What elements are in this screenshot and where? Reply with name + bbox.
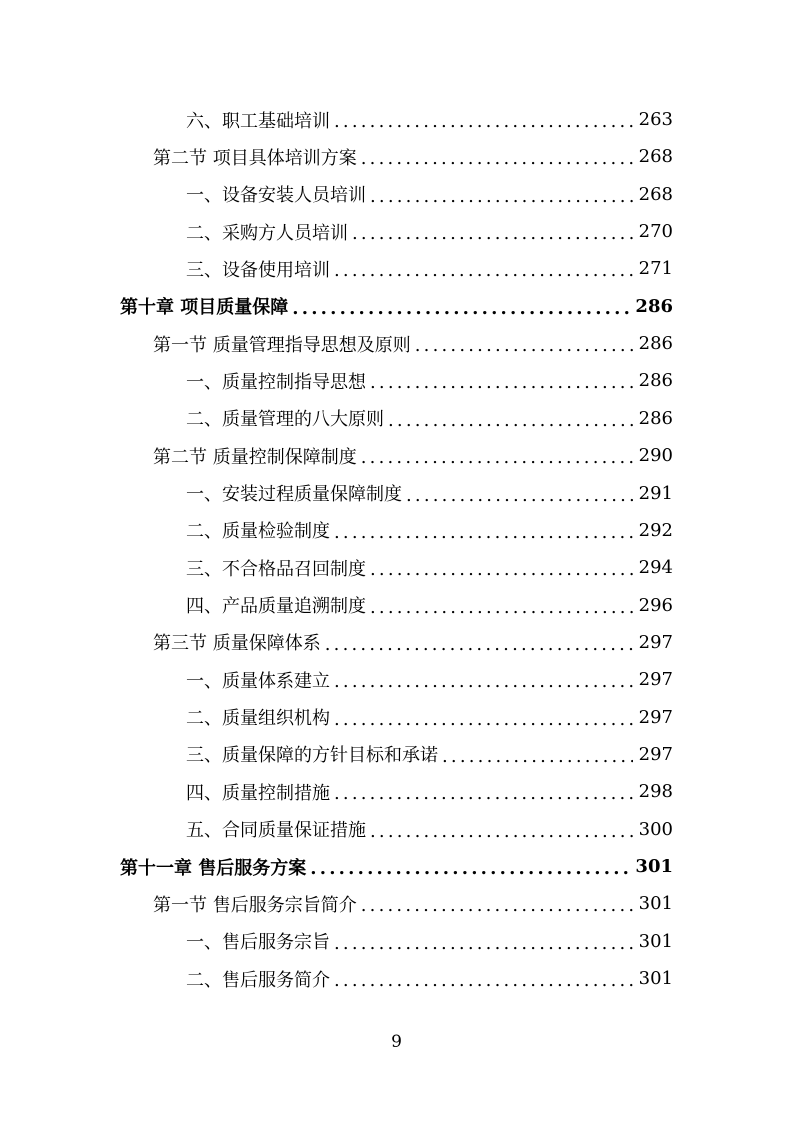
toc-entry-page-number: 263 <box>638 109 673 130</box>
toc-entry-title: 第三节 质量保障体系 <box>153 633 321 655</box>
toc-entry-item[interactable] <box>186 773 673 810</box>
toc-entry-title: 一、安装过程质量保障制度 <box>186 484 402 505</box>
toc-entry-item[interactable] <box>186 736 673 773</box>
toc-entry-item[interactable] <box>186 960 673 997</box>
toc-entry-page-number: 286 <box>635 295 673 317</box>
toc-entry-title: 五、合同质量保证措施 <box>186 820 366 842</box>
toc-entry-page-number: 297 <box>638 743 673 765</box>
dot-leader <box>361 891 633 916</box>
toc-entry-chapter[interactable] <box>120 848 673 885</box>
toc-entry-item[interactable] <box>186 549 673 586</box>
toc-entry-title: 三、质量保障的方针目标和承诺 <box>186 745 438 767</box>
toc-entry-item[interactable] <box>186 213 673 250</box>
toc-entry-page-number: 301 <box>638 968 673 990</box>
toc-entry-section[interactable] <box>153 437 673 474</box>
toc-entry-page-number: 301 <box>635 856 673 877</box>
dot-leader <box>370 555 633 580</box>
toc-entry-page-number: 301 <box>638 930 673 952</box>
dot-leader <box>334 667 633 692</box>
toc-entry-page-number: 290 <box>638 445 673 467</box>
page-number: 9 <box>391 1032 402 1052</box>
toc-entry-title: 二、质量组织机构 <box>186 708 330 730</box>
toc-entry-page-number: 268 <box>638 183 673 205</box>
dot-leader <box>361 443 633 468</box>
toc-entry-page-number: 268 <box>638 146 673 168</box>
dot-leader <box>442 742 633 767</box>
toc-entry-title: 三、不合格品召回制度 <box>186 558 366 580</box>
dot-leader <box>415 331 633 356</box>
dot-leader <box>334 966 633 991</box>
toc-entry-title: 第二节 质量控制保障制度 <box>153 446 357 468</box>
toc-entry-page-number: 301 <box>638 893 673 915</box>
toc-entry-item[interactable] <box>186 362 673 399</box>
dot-leader <box>352 219 633 244</box>
toc-entry-title: 一、质量控制指导思想 <box>186 371 366 393</box>
toc-entry-section[interactable] <box>153 885 673 922</box>
dot-leader <box>406 481 633 506</box>
dot-leader <box>370 817 633 842</box>
toc-entry-chapter[interactable] <box>120 288 673 325</box>
toc-entry-title: 四、质量控制措施 <box>186 782 330 804</box>
toc-entry-item[interactable] <box>186 512 673 549</box>
toc-entry-title: 二、采购方人员培训 <box>186 222 348 244</box>
dot-leader <box>334 705 633 730</box>
toc-entry-page-number: 296 <box>638 594 673 616</box>
dot-leader <box>370 368 633 393</box>
toc-entry-title: 第十一章 售后服务方案 <box>120 857 307 879</box>
toc-entry-page-number: 300 <box>638 818 673 840</box>
dot-leader <box>310 854 629 879</box>
toc-entry-item[interactable] <box>186 176 673 213</box>
toc-entry-title: 二、质量检验制度 <box>186 521 330 543</box>
toc-entry-title: 一、设备安装人员培训 <box>186 185 366 207</box>
toc-entry-page-number: 291 <box>638 482 673 504</box>
dot-leader <box>334 779 633 804</box>
toc-entry-title: 第一节 质量管理指导思想及原则 <box>153 334 411 356</box>
toc-entry-page-number: 294 <box>638 557 673 579</box>
dot-leader <box>388 406 633 431</box>
toc-entry-section[interactable] <box>153 325 673 362</box>
dot-leader <box>334 256 633 281</box>
dot-leader <box>370 182 633 207</box>
toc-entry-item[interactable] <box>186 101 673 138</box>
toc-entry-title: 一、售后服务宗旨 <box>186 932 330 954</box>
toc-entry-item[interactable] <box>186 587 673 624</box>
toc-entry-title: 六、职工基础培训 <box>186 110 330 132</box>
dot-leader <box>325 630 633 655</box>
toc-entry-page-number: 270 <box>638 221 673 243</box>
toc-entry-page-number: 286 <box>638 333 673 355</box>
toc-entry-page-number: 297 <box>638 631 673 653</box>
toc-entry-title: 四、产品质量追溯制度 <box>186 596 366 618</box>
toc-entry-section[interactable] <box>153 624 673 661</box>
toc-entry-title: 第二节 项目具体培训方案 <box>153 147 357 169</box>
toc-entry-title: 二、售后服务简介 <box>186 969 330 991</box>
dot-leader <box>334 929 633 954</box>
toc-entry-page-number: 297 <box>638 706 673 728</box>
dot-leader <box>334 518 633 543</box>
toc-entry-page-number: 286 <box>638 407 673 429</box>
toc-entry-item[interactable] <box>186 699 673 736</box>
toc-entry-item[interactable] <box>186 923 673 960</box>
toc-entry-item[interactable] <box>186 250 673 287</box>
toc-entry-item[interactable] <box>186 400 673 437</box>
toc-entry-title: 第十章 项目质量保障 <box>120 297 289 319</box>
toc-entry-page-number: 271 <box>638 258 673 280</box>
toc-entry-page-number: 286 <box>638 370 673 392</box>
toc-entry-page-number: 298 <box>638 781 673 803</box>
toc-entry-page-number: 292 <box>638 519 673 541</box>
toc-entry-section[interactable] <box>153 138 673 175</box>
toc-entry-item[interactable] <box>186 661 673 698</box>
toc-entry-page-number: 297 <box>638 669 673 691</box>
toc-entry-title: 三、设备使用培训 <box>186 259 330 281</box>
toc-entry-title: 二、质量管理的八大原则 <box>186 409 384 431</box>
toc-entry-title: 一、质量体系建立 <box>186 670 330 692</box>
toc-entry-item[interactable] <box>186 475 673 512</box>
dot-leader <box>292 294 629 319</box>
dot-leader <box>334 107 633 132</box>
toc-entry-title: 第一节 售后服务宗旨简介 <box>153 894 357 916</box>
dot-leader <box>370 593 633 618</box>
toc-entry-item[interactable] <box>186 811 673 848</box>
dot-leader <box>361 144 633 169</box>
